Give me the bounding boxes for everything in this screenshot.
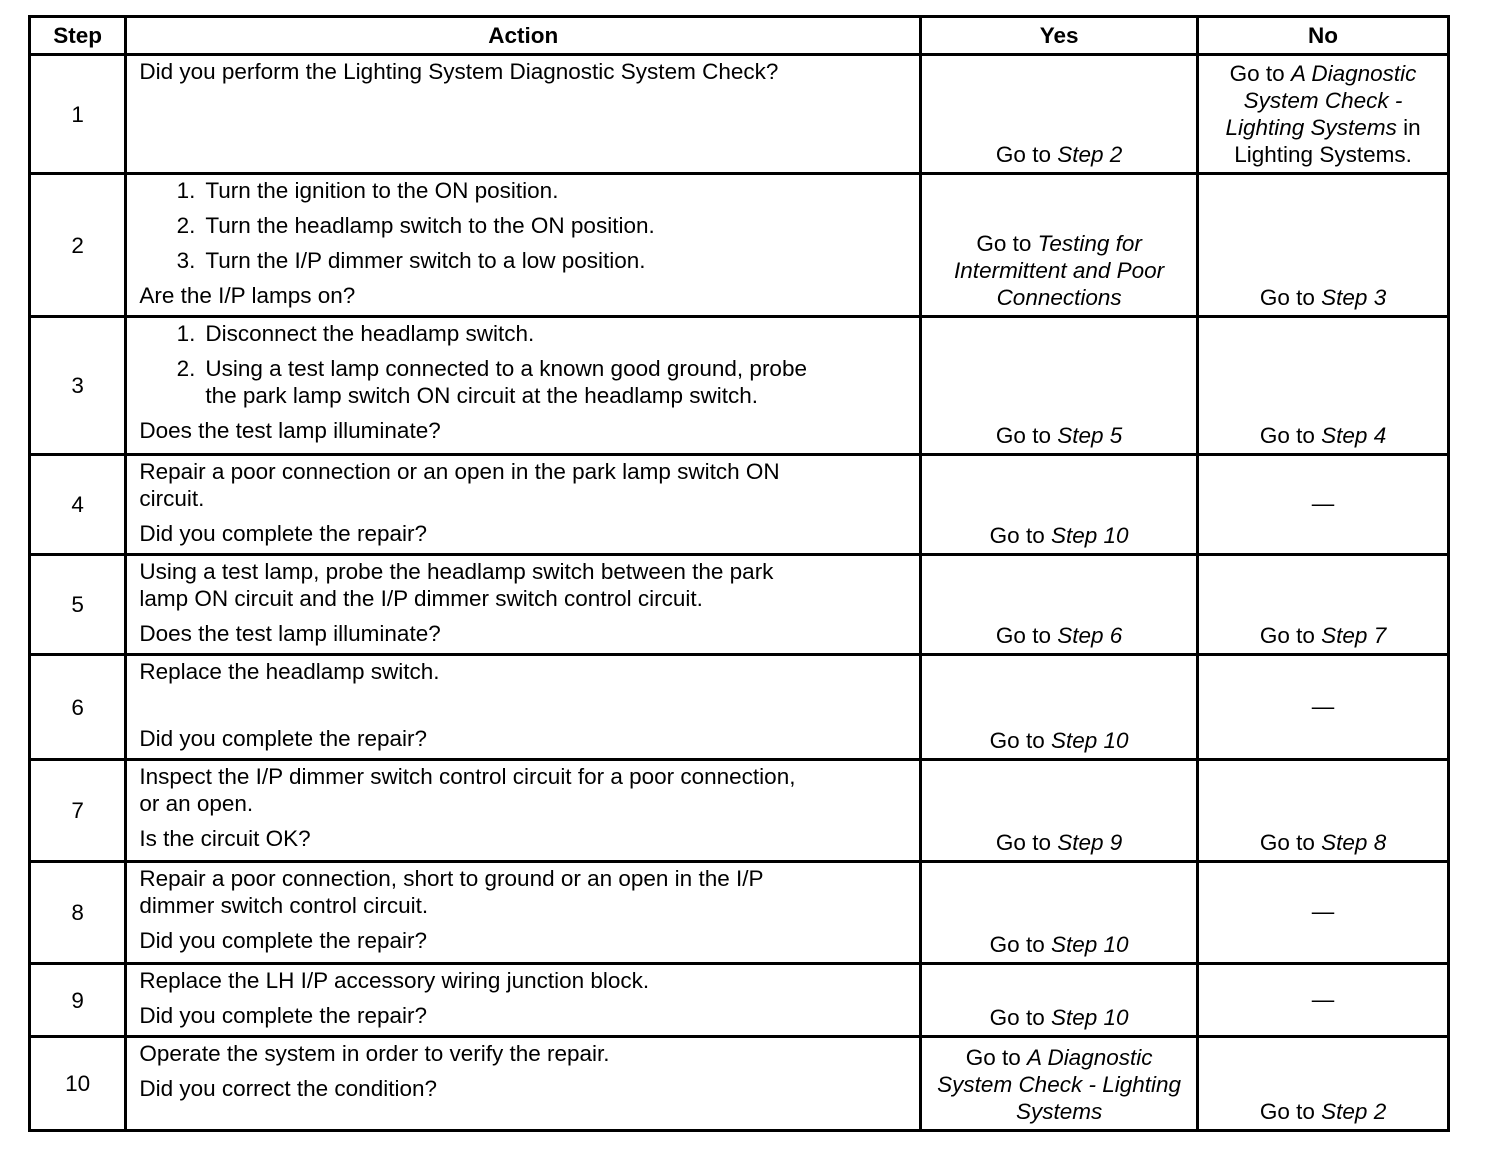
action-text: Repair a poor connection, short to ground or an open in the I/P bbox=[139, 866, 764, 891]
yes-prefix: Go to bbox=[989, 523, 1051, 548]
yes-prefix: Go to bbox=[995, 142, 1058, 167]
table-row bbox=[30, 964, 1449, 1037]
question-text: Did you complete the repair? bbox=[139, 928, 427, 953]
yes-link[interactable]: Step 10 bbox=[1050, 728, 1129, 753]
yes-link[interactable]: Step 10 bbox=[1050, 932, 1129, 957]
question-text: Did you complete the repair? bbox=[139, 726, 427, 751]
no-link[interactable]: Step 8 bbox=[1321, 830, 1387, 855]
question-text: Did you complete the repair? bbox=[139, 521, 427, 546]
yes-cell[interactable] bbox=[921, 174, 1198, 317]
action-cell bbox=[126, 964, 921, 1037]
action-text: Repair a poor connection or an open in the park lamp switch ON bbox=[139, 459, 780, 484]
no-cell[interactable] bbox=[1198, 174, 1449, 317]
sub-step: 3. Turn the I/P dimmer switch to a low position. bbox=[176, 248, 646, 273]
yes-prefix: Go to bbox=[995, 830, 1058, 855]
header-action: Action bbox=[126, 17, 921, 55]
sub-step-text: Disconnect the headlamp switch. bbox=[205, 321, 535, 346]
table-row bbox=[30, 1037, 1449, 1131]
action-text: Inspect the I/P dimmer switch control circuit for a poor connection, bbox=[139, 764, 796, 789]
action-cell bbox=[126, 760, 921, 862]
question-text: Are the I/P lamps on? bbox=[139, 283, 356, 308]
no-prefix: Go to bbox=[1259, 1099, 1322, 1124]
question-text: Does the test lamp illuminate? bbox=[139, 621, 441, 646]
step-number: 6 bbox=[30, 655, 126, 760]
no-cell[interactable] bbox=[1198, 317, 1449, 455]
yes-prefix: Go to bbox=[995, 623, 1058, 648]
table-row bbox=[30, 455, 1449, 555]
step-number: 3 bbox=[30, 317, 126, 455]
sub-step-text: Turn the I/P dimmer switch to a low position. bbox=[205, 248, 646, 273]
action-text: or an open. bbox=[139, 791, 254, 816]
action-cell bbox=[126, 862, 921, 964]
no-link[interactable]: Step 7 bbox=[1321, 623, 1387, 648]
no-prefix: Go to bbox=[1259, 423, 1322, 448]
table-header-row bbox=[30, 17, 1449, 55]
action-text: Did you perform the Lighting System Diagnostic System Check? bbox=[139, 59, 779, 84]
action-text: lamp ON circuit and the I/P dimmer switch control circuit. bbox=[139, 586, 703, 611]
yes-cell[interactable] bbox=[921, 55, 1198, 174]
no-cell[interactable] bbox=[1198, 760, 1449, 862]
action-text: circuit. bbox=[139, 486, 205, 511]
yes-cell[interactable] bbox=[921, 1037, 1198, 1131]
action-text: dimmer switch control circuit. bbox=[139, 893, 429, 918]
no-suffix: in Lighting Systems. bbox=[1234, 115, 1421, 167]
sub-step-text: Turn the headlamp switch to the ON position. bbox=[205, 213, 655, 238]
table-row bbox=[30, 655, 1449, 760]
action-cell bbox=[126, 317, 921, 455]
no-link[interactable]: Step 4 bbox=[1321, 423, 1387, 448]
no-prefix: Go to bbox=[1259, 285, 1322, 310]
action-text: Operate the system in order to verify the repair. bbox=[139, 1041, 610, 1066]
yes-link[interactable]: Step 10 bbox=[1050, 523, 1129, 548]
no-cell[interactable] bbox=[1198, 55, 1449, 174]
step-number: 9 bbox=[30, 964, 126, 1037]
step-number: 7 bbox=[30, 760, 126, 862]
yes-cell[interactable] bbox=[921, 964, 1198, 1037]
action-cell bbox=[126, 1037, 921, 1131]
yes-prefix: Go to bbox=[965, 1045, 1028, 1070]
yes-link[interactable]: A Diagnostic System Check - Lighting Systems bbox=[937, 1045, 1182, 1124]
yes-cell[interactable] bbox=[921, 317, 1198, 455]
yes-link[interactable]: Step 6 bbox=[1057, 623, 1123, 648]
step-number: 5 bbox=[30, 555, 126, 655]
yes-cell[interactable] bbox=[921, 760, 1198, 862]
table-row bbox=[30, 174, 1449, 317]
yes-cell[interactable] bbox=[921, 862, 1198, 964]
yes-cell[interactable] bbox=[921, 555, 1198, 655]
no-link[interactable]: Step 2 bbox=[1321, 1099, 1387, 1124]
yes-prefix: Go to bbox=[989, 932, 1051, 957]
action-text: Replace the headlamp switch. bbox=[139, 659, 440, 684]
yes-prefix: Go to bbox=[995, 423, 1058, 448]
no-cell: — bbox=[1198, 862, 1449, 964]
step-number: 4 bbox=[30, 455, 126, 555]
step-number: 2 bbox=[30, 174, 126, 317]
no-link[interactable]: A Diagnostic System Check - Lighting Systems bbox=[1225, 61, 1417, 140]
header-yes: Yes bbox=[921, 17, 1198, 55]
no-prefix: Go to bbox=[1259, 830, 1322, 855]
action-text: Replace the LH I/P accessory wiring junction block. bbox=[139, 968, 650, 993]
no-prefix: Go to bbox=[1229, 61, 1291, 86]
no-cell: — bbox=[1198, 655, 1449, 760]
action-text: Using a test lamp, probe the headlamp switch between the park bbox=[139, 559, 774, 584]
yes-link[interactable]: Step 9 bbox=[1057, 830, 1123, 855]
question-text: Did you correct the condition? bbox=[139, 1076, 437, 1101]
no-cell: — bbox=[1198, 455, 1449, 555]
sub-step: 2. Using a test lamp connected to a known good ground, probe bbox=[176, 356, 807, 381]
yes-prefix: Go to bbox=[976, 231, 1038, 256]
action-cell bbox=[126, 455, 921, 555]
yes-cell[interactable] bbox=[921, 655, 1198, 760]
yes-link[interactable]: Testing for Intermittent and Poor Connections bbox=[954, 231, 1165, 310]
action-cell bbox=[126, 655, 921, 760]
yes-prefix: Go to bbox=[989, 728, 1051, 753]
sub-step-text: Using a test lamp connected to a known good ground, probe bbox=[205, 356, 807, 381]
sub-step: 2. Turn the headlamp switch to the ON position. bbox=[176, 213, 655, 238]
question-text: Does the test lamp illuminate? bbox=[139, 418, 441, 443]
table-row bbox=[30, 55, 1449, 174]
action-cell bbox=[126, 55, 921, 174]
step-number: 10 bbox=[30, 1037, 126, 1131]
header-step: Step bbox=[30, 17, 126, 55]
step-number: 8 bbox=[30, 862, 126, 964]
action-cell bbox=[126, 555, 921, 655]
table-row bbox=[30, 555, 1449, 655]
sub-step-text: the park lamp switch ON circuit at the headlamp switch. bbox=[205, 383, 759, 408]
sub-step: 1. Turn the ignition to the ON position. bbox=[176, 178, 559, 203]
yes-cell[interactable] bbox=[921, 455, 1198, 555]
yes-link[interactable]: Step 2 bbox=[1057, 142, 1123, 167]
table-row bbox=[30, 760, 1449, 862]
no-prefix: Go to bbox=[1259, 623, 1322, 648]
no-link[interactable]: Step 3 bbox=[1321, 285, 1387, 310]
sub-step-text: Turn the ignition to the ON position. bbox=[205, 178, 559, 203]
yes-link[interactable]: Step 5 bbox=[1057, 423, 1123, 448]
diagnostic-table bbox=[28, 15, 1450, 1132]
table-row bbox=[30, 317, 1449, 455]
no-cell[interactable] bbox=[1198, 1037, 1449, 1131]
no-cell[interactable] bbox=[1198, 555, 1449, 655]
sub-step-continued bbox=[139, 382, 911, 409]
question-text: Is the circuit OK? bbox=[139, 826, 311, 851]
sub-step: 1. Disconnect the headlamp switch. bbox=[176, 321, 535, 346]
table-row bbox=[30, 862, 1449, 964]
step-number: 1 bbox=[30, 55, 126, 174]
yes-prefix: Go to bbox=[989, 1005, 1051, 1030]
yes-link[interactable]: Step 10 bbox=[1050, 1005, 1129, 1030]
action-cell bbox=[126, 174, 921, 317]
header-no: No bbox=[1198, 17, 1449, 55]
no-cell: — bbox=[1198, 964, 1449, 1037]
question-text: Did you complete the repair? bbox=[139, 1003, 427, 1028]
